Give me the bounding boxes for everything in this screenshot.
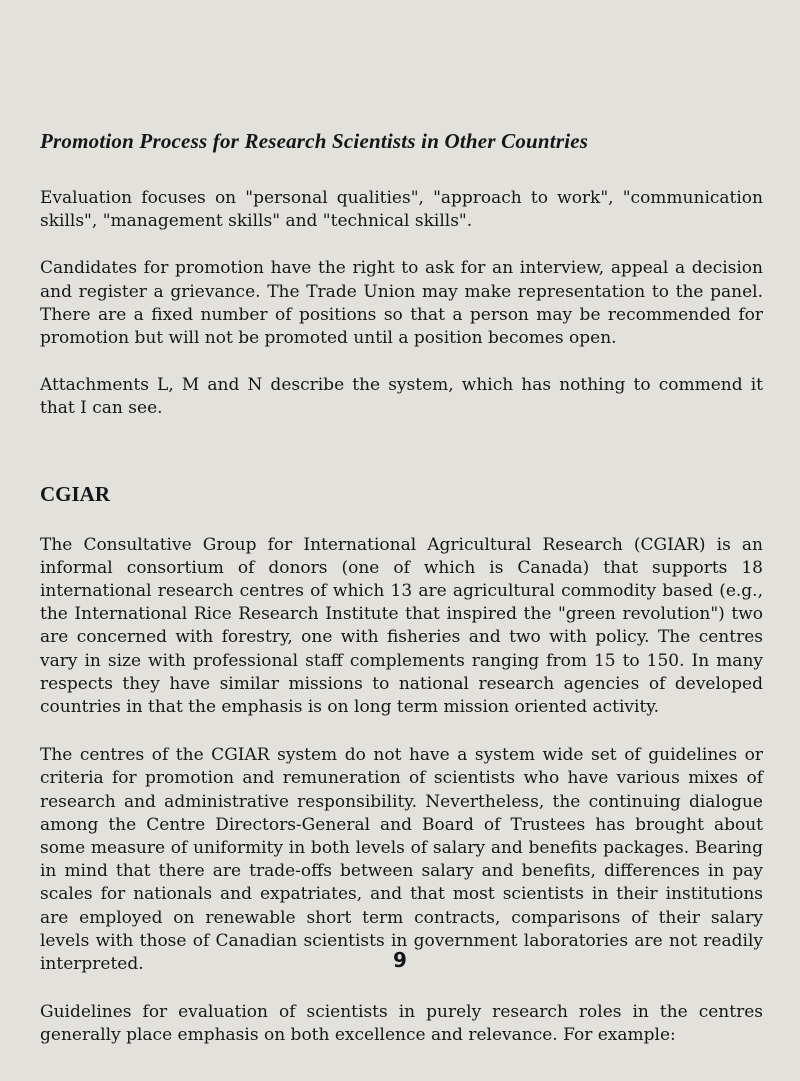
page-title: Promotion Process for Research Scientists in Other Countries [40, 129, 589, 153]
paragraph-centres: The centres of the CGIAR system do not have a system wide set of guidelines or criteria for promotion and remuneration of scientists who have various mixes of research and administrative responsibility. Nevertheless, the continuing dialogue among the Centre Directors-General and Board of Trustees has brought about some measure of uniformity in both levels of salary and benefits packages. Bearing in mind that there are trade-offs between salary and benefits, differences in pay scales for nationals and expatriates, and that most scientists in their institutions are employed on renewable short term contracts, comparisons of their salary levels with those of Canadian scientists in government laboratories are not readily interpreted. [40, 745, 763, 975]
paragraph-guidelines: Guidelines for evaluation of scientists in purely research roles in the centres generally place emphasis on both excellence and relevance. For example: [40, 1002, 763, 1046]
paragraph-evaluation: Evaluation focuses on "personal qualities", "approach to work", "communication skills", "management skills" and "technical skills". [40, 188, 763, 232]
section-heading-cgiar: CGIAR [40, 481, 111, 506]
paragraph-consultative-group: The Consultative Group for International Agricultural Research (CGIAR) is an informal consortium of donors (one of which is Canada) that supports 18 international research centres of which 13 are agricultural commodity based (e.g., the International Rice Research Institute that inspired the "green revolution") two are concerned with forestry, one with fisheries and two with policy. The centres vary in size with professional staff complements ranging from 15 to 150. In many respects they have similar missions to national research agencies of developed countries in that the emphasis is on long term mission oriented activity. [40, 534, 763, 718]
page-number: 9 [393, 948, 407, 972]
paragraph-attachments: Attachments L, M and N describe the system, which has nothing to commend it that I can see. [40, 375, 763, 419]
paragraph-candidates: Candidates for promotion have the right to ask for an interview, appeal a decision and register a grievance. The Trade Union may make representation to the panel. There are a fixed number of positions so that a person may be recommended for promotion but will not be promoted until a position becomes open. [40, 258, 763, 349]
document-page [40, 128, 763, 1048]
